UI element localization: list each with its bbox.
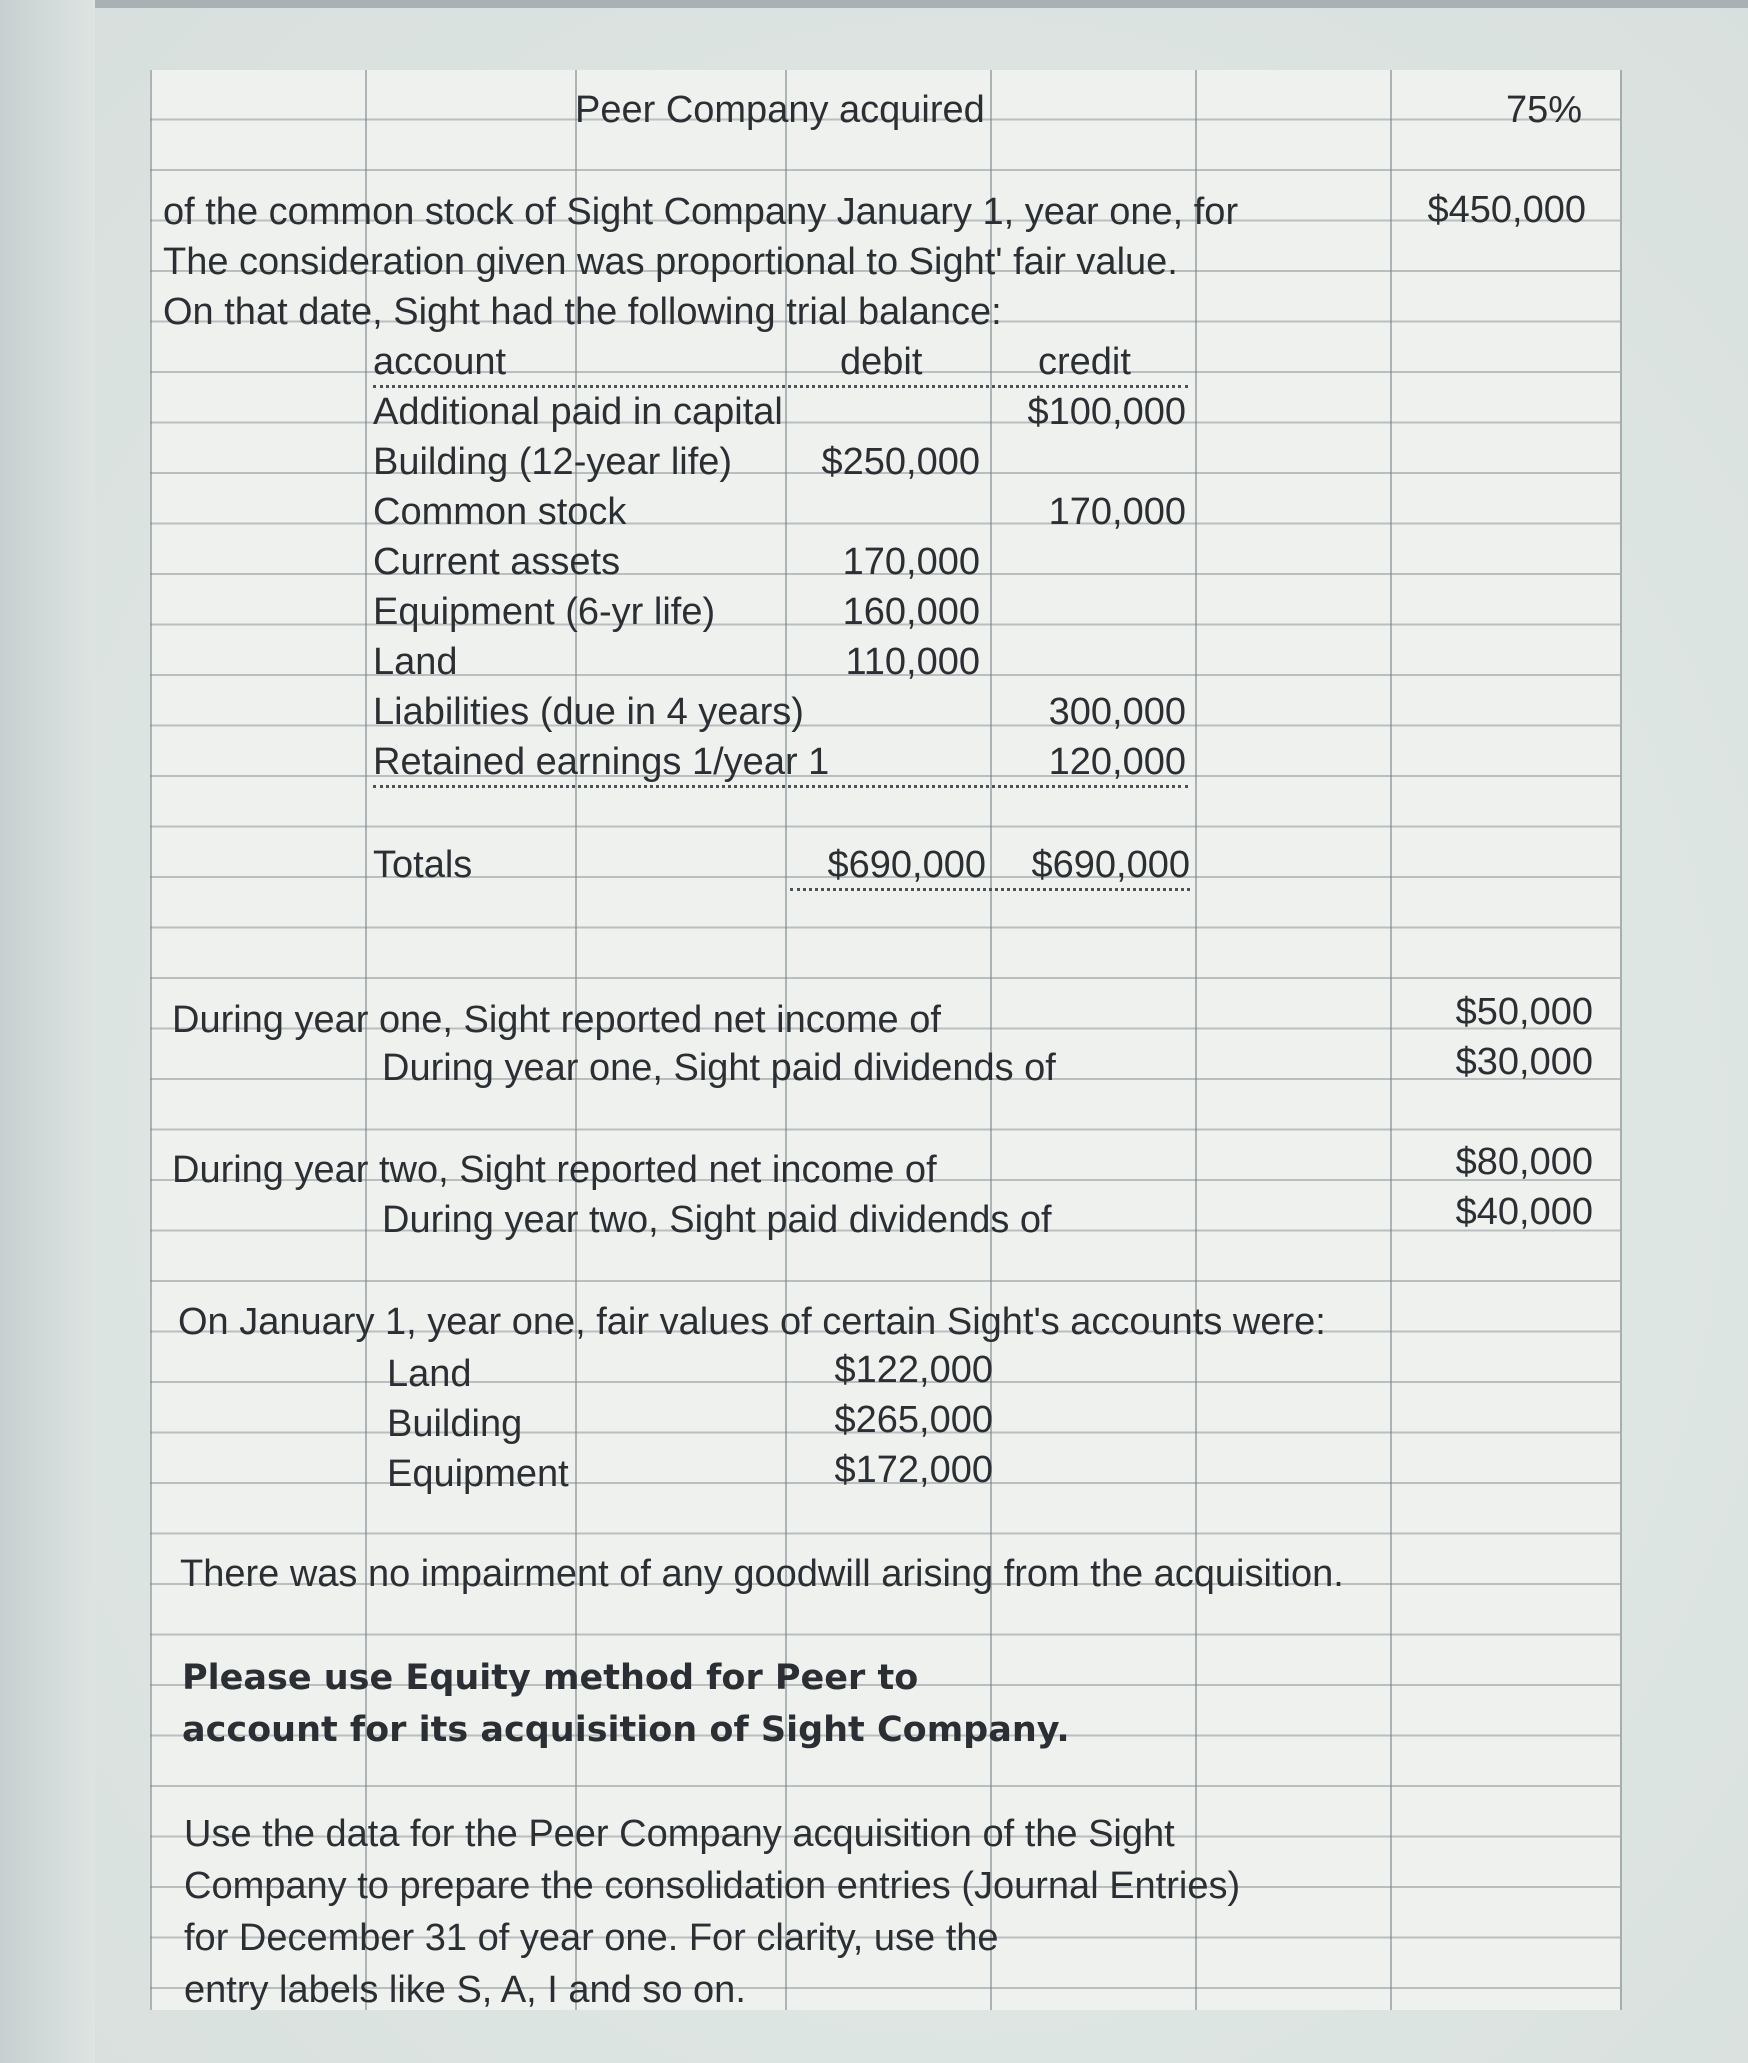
tb-row-debit[interactable]: 110,000	[845, 641, 980, 683]
tb-row-account: Equipment (6-yr life)	[373, 591, 716, 633]
tb-row-debit[interactable]: 170,000	[842, 541, 980, 583]
fair-value-label: Equipment	[387, 1453, 569, 1495]
fair-value-amount[interactable]: $172,000	[834, 1449, 993, 1491]
purchase-price[interactable]: $450,000	[1427, 189, 1586, 231]
top-edge	[0, 0, 1748, 8]
fair-value-label: Land	[387, 1353, 472, 1395]
fair-value-amount[interactable]: $122,000	[834, 1349, 993, 1391]
intro-line-1: of the common stock of Sight Company January 1, year one, for	[163, 191, 1239, 233]
totals-credit[interactable]: $690,000	[1031, 844, 1190, 886]
header-account: account	[373, 341, 507, 383]
tb-row-credit[interactable]: 120,000	[1048, 741, 1186, 783]
equity-method-line-2: account for its acquisition of Sight Company.	[182, 1710, 1070, 1750]
tb-row-account: Liabilities (due in 4 years)	[373, 691, 804, 733]
header-underline	[373, 385, 1188, 388]
ownership-percent[interactable]: 75%	[1505, 89, 1582, 131]
intro-line-3: On that date, Sight had the following trial balance:	[163, 291, 1002, 333]
fair-value-label: Building	[387, 1403, 523, 1445]
tb-row-credit[interactable]: $100,000	[1027, 391, 1186, 433]
year-two-income[interactable]: $80,000	[1455, 1141, 1593, 1183]
acquired-label: Peer Company acquired	[575, 89, 985, 131]
grid-column-line	[1620, 70, 1622, 2010]
fair-values-intro: On January 1, year one, fair values of certain Sight's accounts were:	[178, 1301, 1326, 1343]
tb-row-account: Land	[373, 641, 458, 683]
tb-row-account: Common stock	[373, 491, 627, 533]
tb-row-debit[interactable]: $250,000	[821, 441, 980, 483]
instruction-line: Use the data for the Peer Company acquisition of the Sight	[184, 1813, 1175, 1855]
fair-value-amount[interactable]: $265,000	[834, 1399, 993, 1441]
totals-debit[interactable]: $690,000	[827, 844, 986, 886]
grid-column-line	[1390, 70, 1392, 2010]
tb-row-account: Additional paid in capital	[373, 391, 783, 433]
header-debit: debit	[840, 341, 923, 383]
totals-rule	[373, 785, 1188, 788]
year-one-income-label: During year one, Sight reported net income of	[172, 999, 941, 1041]
tb-row-account: Building (12-year life)	[373, 441, 733, 483]
equity-method-line-1: Please use Equity method for Peer to	[182, 1658, 919, 1698]
totals-double-rule	[790, 888, 1190, 891]
year-one-income[interactable]: $50,000	[1455, 991, 1593, 1033]
year-two-dividends[interactable]: $40,000	[1455, 1191, 1593, 1233]
instruction-line: entry labels like S, A, I and so on.	[184, 1969, 746, 2011]
left-shadow	[0, 0, 95, 2063]
instruction-line: Company to prepare the consolidation entries (Journal Entries)	[184, 1865, 1241, 1907]
impairment-note: There was no impairment of any goodwill arising from the acquisition.	[180, 1553, 1344, 1595]
totals-label: Totals	[373, 844, 473, 886]
tb-row-credit[interactable]: 300,000	[1048, 691, 1186, 733]
tb-row-debit[interactable]: 160,000	[842, 591, 980, 633]
tb-row-account: Current assets	[373, 541, 621, 583]
grid-column-line	[1195, 70, 1197, 2010]
header-credit: credit	[1038, 341, 1131, 383]
year-two-dividends-label: During year two, Sight paid dividends of	[382, 1199, 1052, 1241]
instruction-line: for December 31 of year one. For clarity, use the	[184, 1917, 999, 1959]
year-one-dividends-label: During year one, Sight paid dividends of	[382, 1047, 1056, 1089]
tb-row-credit[interactable]: 170,000	[1048, 491, 1186, 533]
year-one-dividends[interactable]: $30,000	[1455, 1041, 1593, 1083]
tb-row-account: Retained earnings 1/year 1	[373, 741, 830, 783]
year-two-income-label: During year two, Sight reported net income of	[172, 1149, 937, 1191]
intro-line-2: The consideration given was proportional to Sight' fair value.	[163, 241, 1178, 283]
